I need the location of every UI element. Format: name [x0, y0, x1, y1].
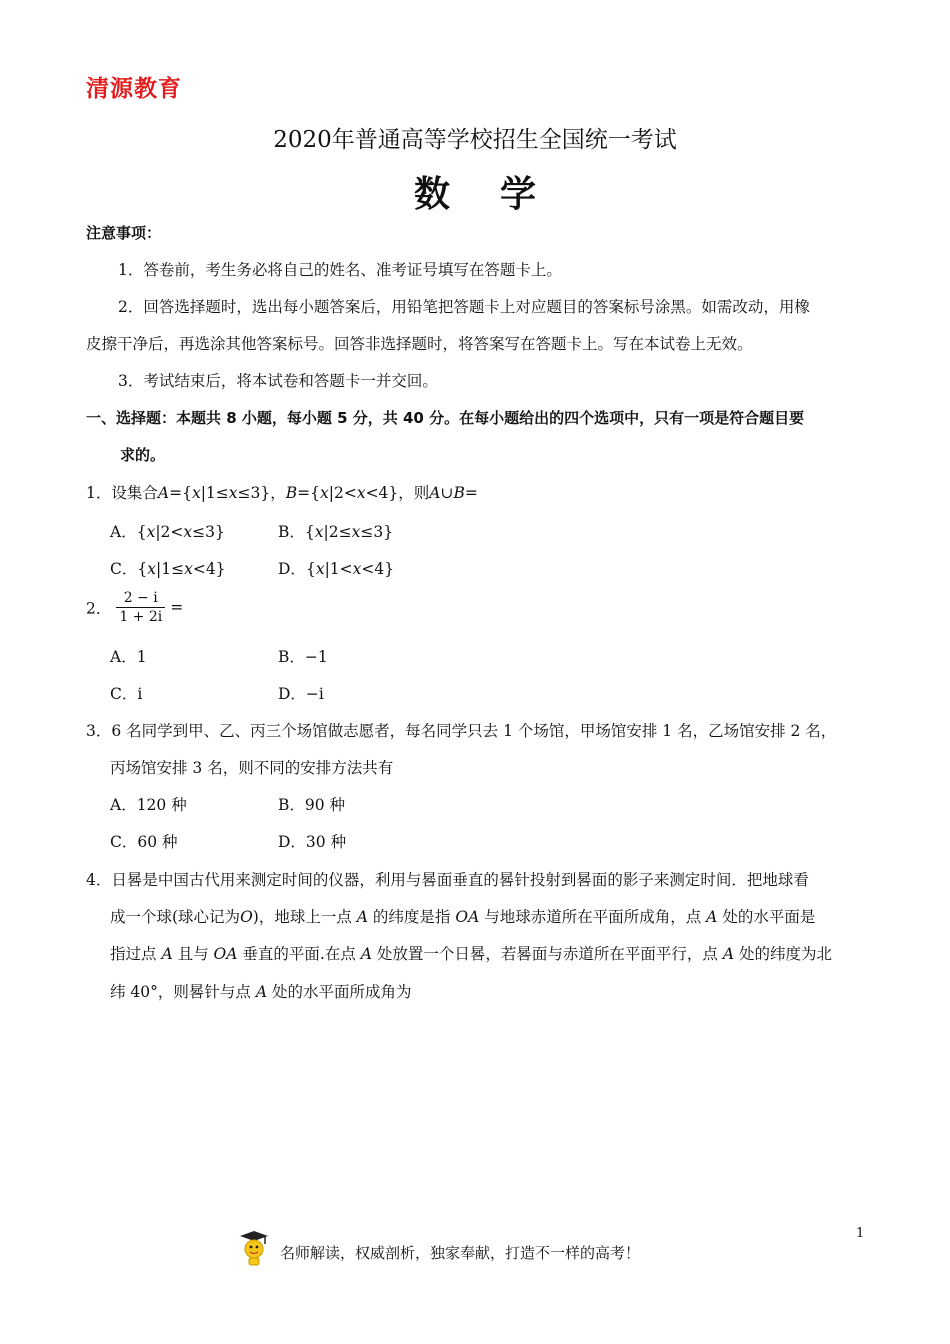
question-2-option-c: C．i	[110, 685, 143, 703]
question-1-stem: 1．设集合A={x|1≤x≤3}，B={x|2<x<4}，则A∪B=	[86, 484, 478, 502]
question-1-option-c: C．{x|1≤x<4}	[110, 560, 226, 578]
section-heading-line-1: 一、选择题：本题共 8 小题，每小题 5 分，共 40 分。在每小题给出的四个选项中，只有一项是符合题目要	[86, 409, 805, 427]
question-4-stem-line-4: 纬 40°，则晷针与点 A 处的水平面所成角为	[110, 983, 412, 1001]
question-1-option-b: B．{x|2≤x≤3}	[278, 523, 394, 541]
question-3-option-a: A．120 种	[110, 796, 187, 814]
page-number: 1	[856, 1226, 865, 1241]
question-2-option-d: D．−i	[278, 685, 324, 703]
scholar-mascot-icon	[232, 1228, 272, 1268]
brand-logo-text: 清源教育	[86, 76, 182, 102]
notice-item-2-line-2: 皮擦干净后，再选涂其他答案标号。回答非选择题时，将答案写在答题卡上。写在本试卷上无效。	[86, 335, 753, 353]
notice-item-3: 3．考试结束后，将本试卷和答题卡一并交回。	[118, 372, 438, 390]
question-3-option-c: C．60 种	[110, 833, 178, 851]
footer-slogan: 名师解读，权威剖析，独家奉献，打造不一样的高考！	[280, 1244, 641, 1262]
question-4-stem-line-3: 指过点 A 且与 OA 垂直的平面.在点 A 处放置一个日晷，若晷面与赤道所在平面平行，点 A 处的纬度为北	[110, 945, 833, 963]
question-3-stem-line-1: 3．6 名同学到甲、乙、丙三个场馆做志愿者，每名同学只去 1 个场馆，甲场馆安排 1 名，乙场馆安排 2 名，	[86, 722, 837, 740]
question-4-stem-line-2: 成一个球(球心记为O)，地球上一点 A 的纬度是指 OA 与地球赤道所在平面所成角，点 A 处的水平面是	[110, 908, 816, 926]
question-2-option-b: B．−1	[278, 648, 328, 666]
notice-item-2-line-1: 2．回答选择题时，选出每小题答案后，用铅笔把答题卡上对应题目的答案标号涂黑。如需改动，用橡	[118, 298, 810, 316]
subject-title: 数学	[413, 174, 586, 215]
section-heading-line-2: 求的。	[120, 446, 166, 464]
question-2-stem: 2． $\frac{2 - i}{1 + 2i}$ =	[86, 590, 184, 625]
question-3-stem-line-2: 丙场馆安排 3 名，则不同的安排方法共有	[110, 759, 394, 777]
notice-heading: 注意事项：	[86, 224, 162, 242]
question-3-option-d: D．30 种	[278, 833, 347, 851]
question-3-option-b: B．90 种	[278, 796, 346, 814]
fraction-numerator: 2 − i	[116, 590, 165, 608]
notice-item-1: 1．答卷前，考生务必将自己的姓名、准考证号填写在答题卡上。	[118, 261, 562, 279]
fraction	[116, 590, 165, 625]
question-1-option-d: D．{x|1<x<4}	[278, 560, 395, 578]
question-1-option-a: A．{x|2<x≤3}	[110, 523, 225, 541]
fraction-denominator: 1 + 2i	[119, 609, 163, 625]
question-4-stem-line-1: 4．日晷是中国古代用来测定时间的仪器，利用与晷面垂直的晷针投射到晷面的影子来测定时间．把地球看	[86, 871, 809, 889]
question-2-option-a: A．1	[110, 648, 147, 666]
exam-title: 2020年普通高等学校招生全国统一考试	[273, 127, 677, 153]
